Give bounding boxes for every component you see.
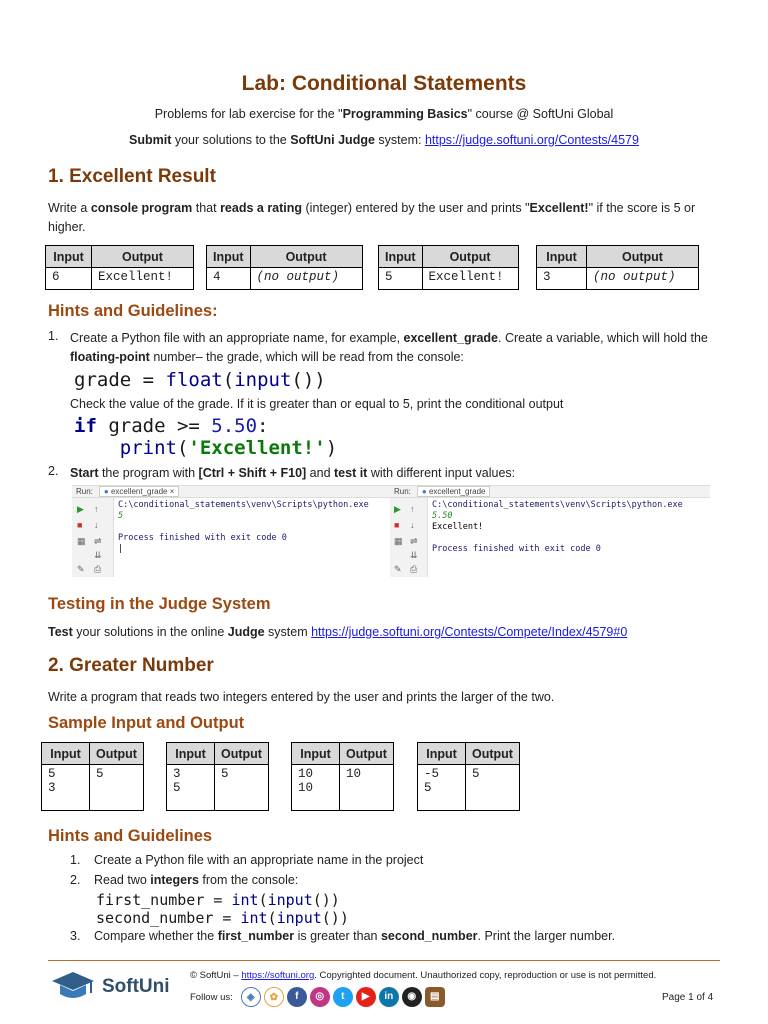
hint-step-2: 2. Start the program with [Ctrl + Shift + F10] and test it with different input values: (48, 464, 516, 480)
page-title: Lab: Conditional Statements (241, 72, 527, 95)
softuni-foundation-icon[interactable]: ✿ (264, 987, 284, 1007)
scroll-end-icon[interactable]: ⇊ (410, 550, 418, 560)
social-bar: Follow us: ◈ ✿ f ◎ t ▶ in ◉ ▤ (190, 987, 448, 1007)
table-cell-input: 3 (537, 268, 587, 290)
table-cell-input: 6 (46, 268, 92, 290)
sample-table-3: Input Output 10 10 10 (291, 742, 394, 811)
submit-line: Submit your solutions to the SoftUni Judge system: https://judge.softuni.org/Contests/4579 (129, 133, 639, 147)
judge-contest-link[interactable]: https://judge.softuni.org/Contests/4579 (424, 133, 639, 147)
example-table-2: Input Output 4 (no output) (206, 245, 363, 290)
code-float-input: grade = float(input()) (74, 369, 326, 391)
table-cell-output: 10 (340, 765, 394, 811)
run-toolbar (72, 498, 114, 577)
sample-heading: Sample Input and Output (48, 714, 245, 732)
python-icon: ● (421, 487, 427, 496)
run-icon[interactable]: ▶ (77, 504, 84, 514)
softuni-site-link[interactable]: https://softuni.org (241, 970, 315, 981)
subtitle: Problems for lab exercise for the "Programming Basics" course @ SoftUni Global (154, 107, 614, 121)
instagram-icon[interactable]: ◎ (310, 987, 330, 1007)
up-arrow-icon[interactable]: ↑ (94, 504, 99, 514)
problem2-description: Write a program that reads two integers entered by the user and prints the larger of the two. (48, 690, 555, 704)
hints-heading-1: Hints and Guidelines: (48, 302, 218, 320)
copyright-line: © SoftUni – https://softuni.org. Copyrighted document. Unauthorized copy, reproduction or use is not permitted. (190, 970, 657, 981)
table-cell-input: 10 10 (292, 765, 340, 811)
example-table-3: Input Output 5 Excellent! (378, 245, 519, 290)
page-number: Page 1 of 4 (662, 992, 714, 1003)
python-icon: ● (103, 487, 109, 496)
sample-table-1: Input Output 5 3 5 (41, 742, 144, 811)
check-grade-text: Check the value of the grade. If it is greater than or equal to 5, print the conditional output (70, 397, 564, 411)
run-output: C:\conditional_statements\venv\Scripts\python.exe 5.50 Excellent! Process finished with exit code 0 (432, 500, 683, 554)
example-table-4: Input Output 3 (no output) (536, 245, 699, 290)
table-cell-output: (no output) (250, 268, 362, 290)
problem1-description: Write a console program that reads a rating (integer) entered by the user and prints "Excellent!" if the score is 5 or higher. (48, 201, 696, 234)
table-cell-input: 4 (207, 268, 251, 290)
table-cell-output: 5 (90, 765, 144, 811)
github-icon[interactable]: ◉ (402, 987, 422, 1007)
run-panel-1: Run: ● excellent_grade × ▶ ↑ ■ ↓ ▦ ⇌ ⇊ ✎ ⎙ C:\conditional_statements\venv\Scripts\python.exe 5 Process finished with exit code 0 | (72, 485, 390, 577)
table-cell-output: (no output) (587, 268, 699, 290)
twitter-icon[interactable]: t (333, 987, 353, 1007)
hints-heading-2: Hints and Guidelines (48, 827, 213, 845)
table-cell-input: 5 3 (42, 765, 90, 811)
sample-table-4: Input Output -5 5 5 (417, 742, 520, 811)
stop-icon[interactable]: ■ (77, 520, 83, 530)
problem2-heading: 2. Greater Number (48, 655, 214, 676)
footer-divider (48, 960, 720, 961)
p2-step-1: 1. Create a Python file with an appropriate name in the project (70, 853, 424, 867)
testing-text: Test your solutions in the online Judge system https://judge.softuni.org/Contests/Compete/Index/4579#0 (48, 625, 628, 639)
code-if-statement: if grade >= 5.50: print('Excellent!') (74, 415, 338, 459)
p2-step-3: 3. Compare whether the first_number is greater than second_number. Print the larger number. (70, 929, 616, 943)
run-panel-2: Run: ● excellent_grade ▶ ↑ ■ ↓ ▦ ⇌ ⇊ ✎ ⎙ C:\conditional_statements\venv\Scripts\python.exe 5.50 Excellent! Process finished with exit code 0 (390, 485, 710, 577)
up-arrow-icon[interactable]: ↑ (410, 504, 415, 514)
table-cell-output: 5 (466, 765, 520, 811)
table-cell-input: 5 (379, 268, 423, 290)
table-cell-input: -5 5 (418, 765, 466, 811)
table-cell-output: Excellent! (92, 268, 194, 290)
table-cell-input: 3 5 (167, 765, 215, 811)
facebook-icon[interactable]: f (287, 987, 307, 1007)
print-icon[interactable]: ⎙ (410, 564, 418, 574)
sample-table-2: Input Output 3 5 5 (166, 742, 269, 811)
run-output: C:\conditional_statements\venv\Scripts\python.exe 5 Process finished with exit code 0 | (118, 500, 369, 554)
run-tab[interactable]: ● excellent_grade (417, 486, 491, 497)
run-icon[interactable]: ▶ (394, 504, 401, 514)
linkedin-icon[interactable]: in (379, 987, 399, 1007)
example-table-1: Input Output 6 Excellent! (45, 245, 194, 290)
p2-step-2: 2. Read two integers from the console: (70, 873, 299, 887)
softuni-logo[interactable]: SoftUni (50, 970, 170, 1004)
wrap-icon[interactable]: ⇌ (94, 536, 102, 546)
judge-compete-link[interactable]: https://judge.softuni.org/Contests/Compete/Index/4579#0 (311, 625, 628, 639)
run-tab[interactable]: ● excellent_grade × (99, 486, 179, 497)
softuni-icon[interactable]: ◈ (241, 987, 261, 1007)
stop-icon[interactable]: ■ (394, 520, 400, 530)
code-read-integers: first_number = int(input()) second_number = int(input()) (96, 891, 349, 927)
table-cell-output: 5 (215, 765, 269, 811)
layout-icon[interactable]: ▦ (394, 536, 403, 546)
down-arrow-icon[interactable]: ↓ (94, 520, 99, 530)
print-icon[interactable]: ⎙ (94, 564, 102, 574)
run-toolbar (390, 498, 428, 577)
testing-heading: Testing in the Judge System (48, 595, 271, 613)
hint-step-1: 1. Create a Python file with an appropriate name, for example, excellent_grade. Create a variable, which will hold the floating-point number– the grade, which will be read from the console: (48, 329, 708, 364)
layout-icon[interactable]: ▦ (77, 536, 86, 546)
table-cell-output: Excellent! (422, 268, 518, 290)
youtube-icon[interactable]: ▶ (356, 987, 376, 1007)
pin-icon[interactable]: ✎ (77, 564, 85, 574)
discourse-icon[interactable]: ▤ (425, 987, 445, 1007)
wrap-icon[interactable]: ⇌ (410, 536, 418, 546)
problem1-heading: 1. Excellent Result (48, 166, 216, 187)
pin-icon[interactable]: ✎ (394, 564, 402, 574)
scroll-end-icon[interactable]: ⇊ (94, 550, 102, 560)
down-arrow-icon[interactable]: ↓ (410, 520, 415, 530)
graduation-cap-icon (50, 970, 96, 1004)
